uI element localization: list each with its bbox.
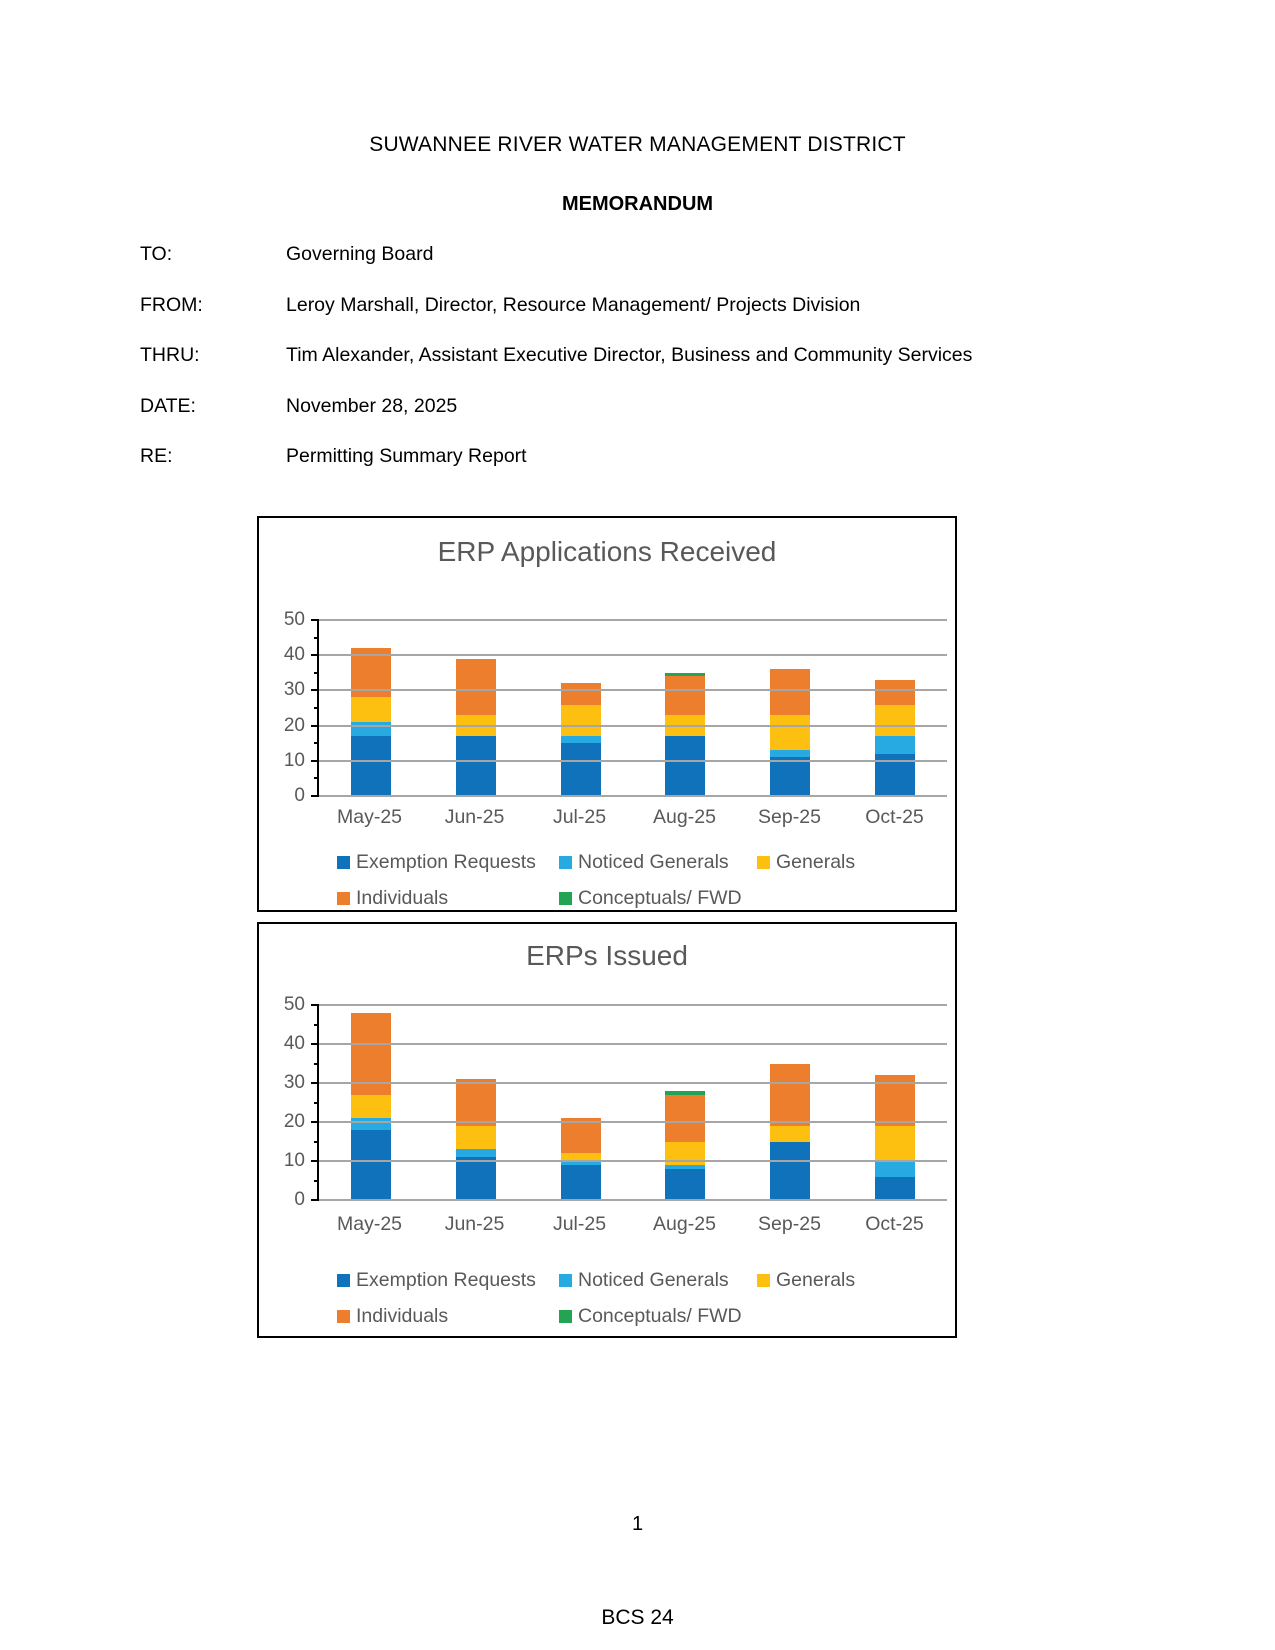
- legend-label: Individuals: [356, 887, 449, 909]
- bar-slot-sep-25: [738, 620, 843, 796]
- chart-title: ERPs Issued: [526, 940, 688, 971]
- memo-value-to: Governing Board: [286, 243, 434, 265]
- chart-erps-issued: [257, 922, 957, 1338]
- legend-swatch-icon: [337, 1310, 350, 1323]
- bar-slot-sep-25: [738, 1005, 843, 1200]
- doc-type-heading: MEMORANDUM: [561, 193, 714, 215]
- bar-slot-may-25: [319, 620, 424, 796]
- legend-label: Conceptuals/ FWD: [578, 1305, 742, 1327]
- bar-segment: [665, 1095, 705, 1142]
- x-axis-label: Aug-25: [653, 1213, 716, 1235]
- axis-tick: [311, 1121, 319, 1123]
- memo-row-to: [140, 243, 1185, 266]
- plot-area: [317, 1005, 947, 1200]
- memo-value-re: Permitting Summary Report: [286, 445, 527, 467]
- legend-item: [757, 1269, 947, 1292]
- bar-slot-jun-25: [424, 1005, 529, 1200]
- legend-label: Exemption Requests: [356, 851, 536, 873]
- axis-tick: [311, 1082, 319, 1084]
- bar-segment: [456, 1149, 496, 1157]
- stacked-bar-jul-25: [561, 683, 601, 796]
- stacked-bar-oct-25: [875, 1075, 915, 1200]
- axis-tick: [311, 1199, 319, 1201]
- axis-tick: [311, 654, 319, 656]
- bar-slot-oct-25: [842, 1005, 947, 1200]
- stacked-bar-jun-25: [456, 659, 496, 796]
- chart-legend: [337, 1269, 947, 1328]
- bar-segment: [456, 736, 496, 796]
- legend-label: Exemption Requests: [356, 1269, 536, 1291]
- gridline: [319, 1043, 947, 1045]
- axis-tick: [311, 619, 319, 621]
- bars-container: [319, 1005, 947, 1200]
- legend-swatch-icon: [337, 856, 350, 869]
- bar-slot-jul-25: [528, 620, 633, 796]
- memo-label-thru: THRU:: [140, 344, 200, 366]
- gridline: [319, 1004, 947, 1006]
- bar-segment: [456, 1126, 496, 1149]
- y-tick-label: 50: [283, 609, 305, 630]
- bar-segment: [351, 1118, 391, 1130]
- memo-row-from: [140, 294, 1185, 317]
- legend-swatch-icon: [337, 1274, 350, 1287]
- gridline: [319, 1160, 947, 1162]
- legend-swatch-icon: [559, 1274, 572, 1287]
- bar-slot-oct-25: [842, 620, 947, 796]
- x-axis-label: Oct-25: [865, 1213, 924, 1235]
- legend-swatch-icon: [757, 1274, 770, 1287]
- axis-tick: [314, 777, 319, 779]
- bar-segment: [770, 1142, 810, 1201]
- bar-segment: [665, 676, 705, 715]
- gridline: [319, 1199, 947, 1201]
- bar-segment: [456, 659, 496, 715]
- legend-item: [337, 1305, 559, 1328]
- bar-segment: [456, 1079, 496, 1126]
- axis-tick: [311, 1160, 319, 1162]
- axis-tick: [314, 1063, 319, 1065]
- bar-segment: [665, 736, 705, 796]
- gridline: [319, 725, 947, 727]
- axis-tick: [311, 760, 319, 762]
- memo-value-date: November 28, 2025: [286, 394, 458, 417]
- x-axis-label: Jul-25: [552, 1213, 607, 1235]
- x-axis-label: Sep-25: [758, 1213, 821, 1235]
- legend-item: [559, 851, 757, 874]
- gridline: [319, 689, 947, 691]
- legend-item: [757, 851, 947, 874]
- memo-label-re: RE:: [140, 445, 173, 467]
- legend-label: Generals: [776, 851, 856, 873]
- bar-segment: [875, 736, 915, 754]
- legend-label: Conceptuals/ FWD: [578, 887, 742, 909]
- axis-tick: [314, 637, 319, 639]
- bar-segment: [561, 1118, 601, 1153]
- bar-segment: [770, 669, 810, 715]
- axis-tick: [314, 742, 319, 744]
- legend-swatch-icon: [337, 892, 350, 905]
- bar-slot-aug-25: [633, 1005, 738, 1200]
- bar-segment: [561, 743, 601, 796]
- bar-segment: [770, 715, 810, 750]
- axis-tick: [311, 1043, 319, 1045]
- bar-segment: [875, 1177, 915, 1200]
- x-axis-label: May-25: [336, 1213, 403, 1235]
- bar-slot-may-25: [319, 1005, 424, 1200]
- axis-tick: [311, 725, 319, 727]
- bar-slot-jun-25: [424, 620, 529, 796]
- bar-segment: [875, 680, 915, 705]
- bar-segment: [875, 705, 915, 737]
- gridline: [319, 1082, 947, 1084]
- x-axis-label: Sep-25: [758, 806, 821, 828]
- axis-tick: [314, 1102, 319, 1104]
- memo-label-date: DATE:: [140, 394, 196, 417]
- bar-segment: [875, 1161, 915, 1177]
- legend-item: [337, 851, 559, 874]
- axis-tick: [311, 689, 319, 691]
- memo-row-date: [140, 395, 1185, 418]
- bar-segment: [561, 683, 601, 704]
- footer-code: BCS 24: [601, 1606, 674, 1629]
- page-number: 1: [631, 1513, 644, 1535]
- stacked-bar-aug-25: [665, 1091, 705, 1200]
- stacked-bar-sep-25: [770, 669, 810, 796]
- legend-swatch-icon: [559, 1310, 572, 1323]
- legend-label: Noticed Generals: [578, 851, 729, 873]
- y-tick-label: 30: [283, 679, 305, 701]
- bar-segment: [351, 697, 391, 722]
- x-axis-label: May-25: [336, 806, 403, 828]
- y-tick-label: 40: [283, 1033, 305, 1054]
- legend-label: Individuals: [356, 1305, 449, 1327]
- axis-tick: [314, 1180, 319, 1182]
- bar-segment: [875, 1126, 915, 1161]
- bar-segment: [351, 1130, 391, 1200]
- gridline: [319, 760, 947, 762]
- plot-area: [317, 620, 947, 796]
- y-tick-label: 20: [283, 1111, 305, 1132]
- legend-item: [337, 887, 559, 910]
- chart-legend: [337, 851, 947, 910]
- legend-label: Noticed Generals: [578, 1269, 729, 1291]
- gridline: [319, 795, 947, 797]
- stacked-bar-may-25: [351, 648, 391, 796]
- x-axis-label: Aug-25: [653, 806, 716, 828]
- bar-segment: [351, 736, 391, 796]
- legend-swatch-icon: [757, 856, 770, 869]
- y-tick-label: 10: [283, 749, 305, 771]
- gridline: [319, 1121, 947, 1123]
- legend-swatch-icon: [559, 856, 572, 869]
- gridline: [319, 619, 947, 621]
- axis-tick: [311, 795, 319, 797]
- y-tick-label: 0: [294, 1189, 305, 1210]
- y-tick-label: 50: [283, 994, 305, 1015]
- x-axis-label: Jun-25: [444, 806, 505, 828]
- bar-segment: [561, 705, 601, 737]
- gridline: [319, 654, 947, 656]
- memo-value-from: Leroy Marshall, Director, Resource Management/ Projects Division: [286, 293, 861, 316]
- bar-segment: [456, 1157, 496, 1200]
- y-axis-labels: [259, 609, 307, 806]
- stacked-bar-may-25: [351, 1013, 391, 1200]
- x-axis-label: Jul-25: [552, 806, 607, 828]
- y-tick-label: 10: [283, 1150, 305, 1171]
- memo-value-thru: Tim Alexander, Assistant Executive Director, Business and Community Services: [286, 344, 973, 366]
- memo-row-re: [140, 445, 1185, 468]
- legend-item: [559, 1305, 757, 1328]
- axis-tick: [314, 672, 319, 674]
- bar-segment: [665, 1169, 705, 1200]
- bar-segment: [351, 1095, 391, 1118]
- bar-segment: [770, 750, 810, 757]
- bar-segment: [770, 1064, 810, 1126]
- x-axis-label: Oct-25: [865, 806, 924, 828]
- bar-segment: [561, 1165, 601, 1200]
- bar-segment: [770, 1126, 810, 1142]
- axis-tick: [311, 1004, 319, 1006]
- x-axis-labels: [317, 806, 947, 829]
- legend-item: [337, 1269, 559, 1292]
- stacked-bar-oct-25: [875, 680, 915, 796]
- memo-fields: [140, 243, 1185, 496]
- bar-segment: [770, 757, 810, 796]
- stacked-bar-jun-25: [456, 1079, 496, 1200]
- chart-title: ERP Applications Received: [437, 536, 777, 567]
- axis-tick: [314, 707, 319, 709]
- axis-tick: [314, 1141, 319, 1143]
- y-axis-labels: [259, 994, 307, 1210]
- memo-label-from: FROM:: [140, 293, 203, 316]
- bar-slot-jul-25: [528, 1005, 633, 1200]
- legend-item: [559, 887, 757, 910]
- y-tick-label: 30: [283, 1072, 305, 1093]
- org-title: SUWANNEE RIVER WATER MANAGEMENT DISTRICT: [369, 133, 906, 156]
- y-tick-label: 0: [294, 785, 305, 806]
- legend-swatch-icon: [559, 892, 572, 905]
- legend-item: [559, 1269, 757, 1292]
- x-axis-label: Jun-25: [444, 1213, 505, 1235]
- x-axis-labels: [317, 1213, 947, 1236]
- axis-tick: [314, 1024, 319, 1026]
- bar-slot-aug-25: [633, 620, 738, 796]
- bars-container: [319, 620, 947, 796]
- memo-row-thru: [140, 344, 1185, 367]
- legend-label: Generals: [776, 1269, 856, 1291]
- memo-label-to: TO:: [140, 243, 173, 265]
- bar-segment: [561, 736, 601, 743]
- y-tick-label: 20: [283, 714, 305, 736]
- chart-erp-applications-received: [257, 516, 957, 912]
- y-tick-label: 40: [283, 644, 305, 666]
